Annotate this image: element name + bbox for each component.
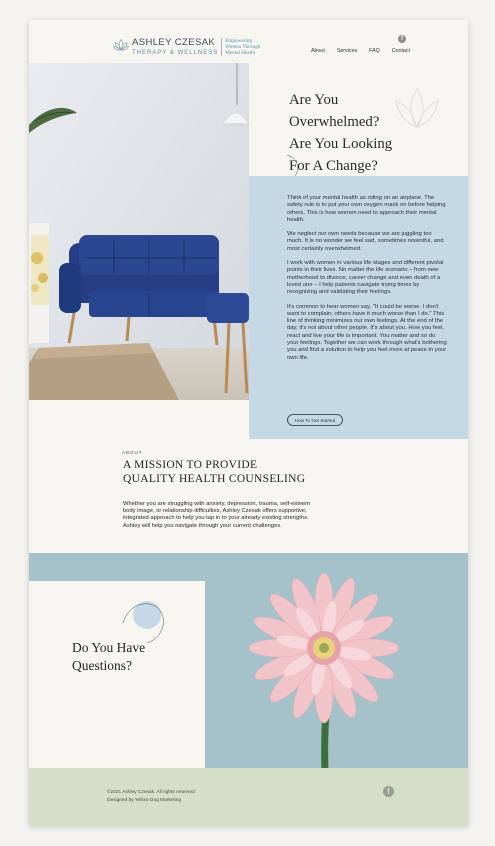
logo-subtitle: THERAPY & WELLNESS xyxy=(132,50,219,56)
mission-text: Whether you are struggling with anxiety, depression, trauma, self-esteem body image, or relationship difficulties, Ashley Czesak offers supportive, integrated approach to help you tap in to your already existing strengths. Ashley will help you navigate through your current challenges. xyxy=(123,501,311,529)
mission-title-line: QUALITY HEALTH COUNSELING xyxy=(123,473,306,485)
copyright-text: ©2021 Ashley Czesak. All rights reserved xyxy=(107,790,195,795)
intro-paragraph: I work with women in various life stages and different pivotal points in their lives. No matter the life scenario – from new motherhood to divorce, career change and even death of a loved one – I help patients navigate trying times by recognizing and validating their feelings. xyxy=(287,260,444,296)
designer-credit-link[interactable]: Designed by Yellow Dog Marketing xyxy=(107,797,182,803)
hero-title xyxy=(289,89,459,177)
questions-title-line: Questions? xyxy=(72,658,132,673)
hero-title-line: Are You xyxy=(289,92,339,108)
intro-paragraph: We neglect our own needs because we are juggling too much. It is no wonder we feel sad, sometimes resentful, and most certainly overwhelmed. xyxy=(287,231,444,252)
nav-faq[interactable]: FAQ xyxy=(369,48,380,54)
facebook-icon[interactable]: f xyxy=(398,35,406,43)
logo-name: ASHLEY CZESAK xyxy=(132,37,216,48)
get-started-button[interactable]: How To Get Started xyxy=(287,414,343,426)
main-nav xyxy=(311,48,410,54)
logo-tagline-line: Mental Health xyxy=(225,50,256,56)
website-page xyxy=(29,20,468,826)
facebook-icon[interactable]: f xyxy=(383,786,394,797)
nav-contact[interactable]: Contact xyxy=(391,48,410,54)
logo-tagline-line: Empowering xyxy=(225,38,253,44)
site-logo[interactable] xyxy=(113,38,260,57)
about-eyebrow: ABOUT xyxy=(122,450,143,455)
living-room-illustration xyxy=(29,63,249,400)
logo-tagline xyxy=(225,38,260,56)
mission-title xyxy=(123,458,383,486)
logo-tagline-line: Women Through xyxy=(225,44,261,50)
intro-paragraph: It's common to hear women say, "It could be worse. I don't want to complain; others have it much worse than I do." This line of thinking minimizes our own feelings. At the end of the day, it's not about other people. It's about you. How you feel, react and live your life is important. You matter and so do your feelings. Together we can work through what's bothering you and find a solution to help you feel more at peace in your own life. xyxy=(287,303,447,361)
hero-title-line: Overwhelmed? xyxy=(289,114,380,130)
intro-paragraph: Think of your mental health as riding on an airplane. The safety rule is to put your own oxygen mask on before helping others. This is how women need to approach their mental health. xyxy=(287,195,446,223)
hero-image-living-room xyxy=(29,63,249,400)
logo-divider xyxy=(221,38,222,56)
hero-title-line: For A Change? xyxy=(289,158,378,174)
questions-title-line: Do You Have xyxy=(72,640,146,655)
mission-title-line: A MISSION TO PROVIDE xyxy=(123,459,258,471)
flower-shape xyxy=(249,573,399,723)
nav-about[interactable]: About xyxy=(310,48,325,54)
lotus-logo-icon xyxy=(113,38,129,52)
nav-services[interactable]: Services xyxy=(336,48,358,54)
hero-title-line: Are You Looking xyxy=(289,136,393,152)
logo-wordmark xyxy=(132,38,218,57)
site-footer xyxy=(29,768,468,826)
footer-text xyxy=(107,789,195,804)
intro-text xyxy=(287,195,447,369)
questions-title xyxy=(72,639,192,675)
